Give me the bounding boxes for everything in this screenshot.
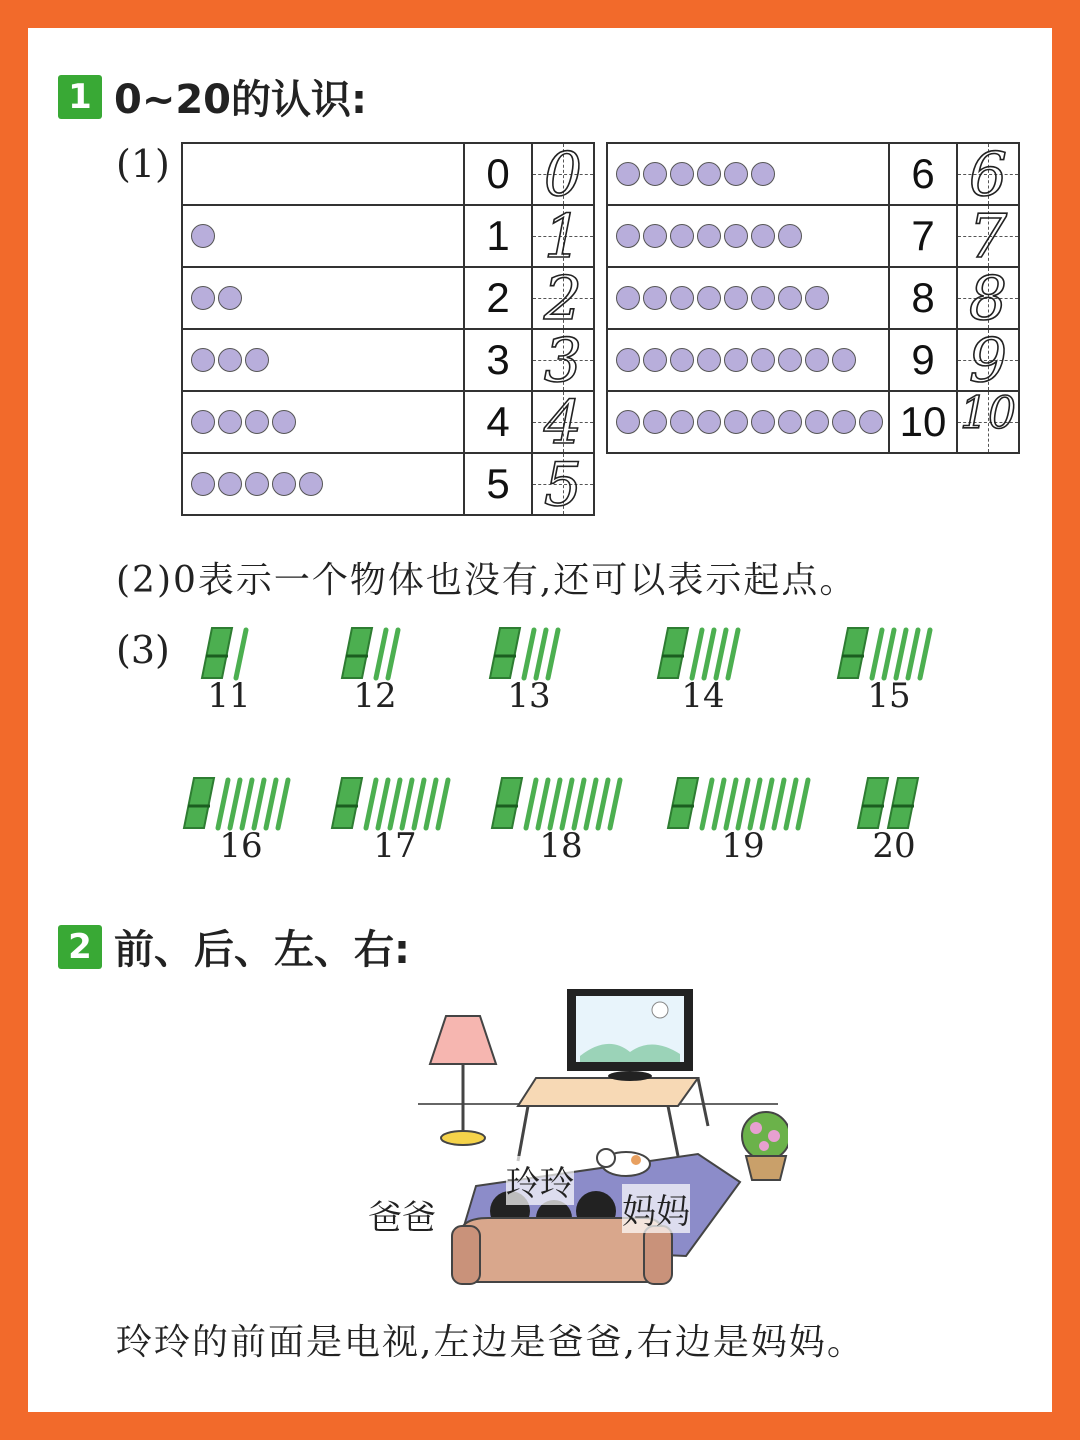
counter-dot bbox=[643, 286, 667, 310]
flower-pot-icon bbox=[742, 1112, 788, 1180]
single-stick bbox=[366, 780, 376, 828]
counter-dot bbox=[245, 348, 269, 372]
single-stick bbox=[550, 780, 560, 828]
single-stick bbox=[692, 630, 702, 678]
dot-count-cell bbox=[182, 391, 464, 453]
single-stick bbox=[750, 780, 760, 828]
single-stick bbox=[704, 630, 714, 678]
single-stick bbox=[236, 630, 246, 678]
number-row bbox=[182, 143, 594, 205]
counter-dot bbox=[218, 286, 242, 310]
single-stick bbox=[714, 780, 724, 828]
single-stick bbox=[376, 630, 386, 678]
single-stick bbox=[230, 780, 240, 828]
ten-stick-bundle bbox=[184, 778, 214, 828]
tracing-cell bbox=[532, 326, 594, 396]
single-stick bbox=[774, 780, 784, 828]
counter-dot bbox=[643, 162, 667, 186]
tracing-digit: 0 bbox=[543, 140, 583, 210]
number-table-left bbox=[181, 140, 595, 520]
tracing-cell bbox=[532, 140, 594, 210]
stick-bundle bbox=[664, 776, 822, 866]
tracing-digit: 6 bbox=[968, 140, 1008, 210]
counter-dot bbox=[724, 224, 748, 248]
stick-bundle bbox=[328, 776, 462, 866]
tracing-cell bbox=[957, 388, 1019, 453]
counter-dot bbox=[191, 224, 215, 248]
single-stick bbox=[574, 780, 584, 828]
single-stick bbox=[586, 780, 596, 828]
bundle-number-label: 13 bbox=[507, 676, 551, 716]
counter-dot bbox=[643, 348, 667, 372]
sticks-icon bbox=[338, 626, 412, 682]
bundle-number-label: 15 bbox=[867, 676, 911, 716]
counter-dot bbox=[751, 162, 775, 186]
single-stick bbox=[414, 780, 424, 828]
single-stick bbox=[728, 630, 738, 678]
sticks-icon bbox=[664, 776, 822, 832]
ten-stick-bundle bbox=[858, 778, 888, 828]
single-stick bbox=[390, 780, 400, 828]
number-row bbox=[607, 205, 1019, 267]
single-stick bbox=[402, 780, 412, 828]
bundle-number-label: 12 bbox=[353, 676, 397, 716]
part-3-label: (3) bbox=[116, 628, 170, 672]
counter-dot bbox=[245, 472, 269, 496]
tracing-digit: 7 bbox=[968, 202, 1008, 272]
counter-dot bbox=[670, 410, 694, 434]
stick-bundle bbox=[180, 776, 302, 866]
tracing-cell bbox=[532, 450, 594, 520]
lamp-icon bbox=[430, 1016, 496, 1145]
number-row bbox=[607, 391, 1019, 453]
counter-dot bbox=[616, 410, 640, 434]
section-1-header bbox=[58, 68, 367, 125]
sticks-icon bbox=[854, 776, 934, 832]
stick-bundle bbox=[338, 626, 412, 716]
worksheet-page bbox=[28, 28, 1052, 1412]
counter-dot bbox=[751, 348, 775, 372]
counter-dot bbox=[272, 410, 296, 434]
counter-dot bbox=[643, 410, 667, 434]
counter-dot bbox=[697, 410, 721, 434]
counter-dot bbox=[616, 286, 640, 310]
number-cell: 1 bbox=[464, 205, 532, 267]
single-stick bbox=[610, 780, 620, 828]
number-row bbox=[182, 453, 594, 515]
counter-dot bbox=[191, 348, 215, 372]
tracing-cell bbox=[957, 326, 1019, 396]
tracing-cell bbox=[532, 202, 594, 272]
number-cell: 2 bbox=[464, 267, 532, 329]
tracing-cell bbox=[532, 264, 594, 334]
tracing-cell bbox=[532, 388, 594, 458]
ten-stick-bundle bbox=[342, 628, 372, 678]
counter-dot bbox=[191, 410, 215, 434]
ten-stick-bundle bbox=[838, 628, 868, 678]
tracing-digit: 10 bbox=[960, 388, 1016, 439]
sticks-icon bbox=[198, 626, 260, 682]
number-cell: 7 bbox=[889, 205, 957, 267]
number-row bbox=[607, 329, 1019, 391]
counter-dot bbox=[191, 472, 215, 496]
sticks-icon bbox=[180, 776, 302, 832]
counter-dot bbox=[778, 224, 802, 248]
number-row bbox=[607, 143, 1019, 205]
counter-dot bbox=[724, 162, 748, 186]
dot-count-cell bbox=[182, 329, 464, 391]
sticks-icon bbox=[834, 626, 944, 682]
counter-dot bbox=[805, 286, 829, 310]
counter-dot bbox=[778, 286, 802, 310]
counter-dot bbox=[751, 224, 775, 248]
counter-dot bbox=[191, 286, 215, 310]
tracing-cell bbox=[957, 140, 1019, 210]
counter-dot bbox=[724, 348, 748, 372]
single-stick bbox=[562, 780, 572, 828]
single-stick bbox=[278, 780, 288, 828]
dot-count-cell bbox=[607, 143, 889, 205]
position-conclusion-text: 玲玲的前面是电视,左边是爸爸,右边是妈妈。 bbox=[116, 1322, 865, 1363]
counter-dot bbox=[697, 286, 721, 310]
single-stick bbox=[896, 630, 906, 678]
ten-stick-bundle bbox=[888, 778, 918, 828]
dot-count-cell bbox=[182, 143, 464, 205]
dot-count-cell bbox=[182, 453, 464, 515]
counter-dot bbox=[832, 410, 856, 434]
number-cell: 3 bbox=[464, 329, 532, 391]
sticks-icon bbox=[328, 776, 462, 832]
counter-dot bbox=[616, 224, 640, 248]
bundle-number-label: 16 bbox=[219, 826, 263, 866]
single-stick bbox=[738, 780, 748, 828]
counter-dot bbox=[697, 348, 721, 372]
bundle-number-label: 18 bbox=[539, 826, 583, 866]
number-cell: 6 bbox=[889, 143, 957, 205]
section-number-badge: 1 bbox=[58, 75, 102, 119]
counter-dot bbox=[245, 410, 269, 434]
counter-dot bbox=[299, 472, 323, 496]
single-stick bbox=[242, 780, 252, 828]
dot-count-cell bbox=[182, 267, 464, 329]
counter-dot bbox=[805, 348, 829, 372]
counter-dot bbox=[805, 410, 829, 434]
single-stick bbox=[524, 630, 534, 678]
bundle-number-label: 14 bbox=[681, 676, 725, 716]
ten-stick-bundle bbox=[658, 628, 688, 678]
number-row bbox=[182, 391, 594, 453]
number-cell: 8 bbox=[889, 267, 957, 329]
single-stick bbox=[388, 630, 398, 678]
single-stick bbox=[908, 630, 918, 678]
number-row bbox=[607, 267, 1019, 329]
single-stick bbox=[266, 780, 276, 828]
number-cell: 4 bbox=[464, 391, 532, 453]
dad-label: 爸爸 bbox=[368, 1190, 436, 1239]
stick-bundle bbox=[488, 776, 634, 866]
section-2-header bbox=[58, 918, 410, 975]
section-number-badge: 2 bbox=[58, 925, 102, 969]
mom-label: 妈妈 bbox=[622, 1184, 690, 1233]
single-stick bbox=[538, 780, 548, 828]
tracing-digit: 8 bbox=[968, 264, 1008, 334]
dot-count-cell bbox=[607, 205, 889, 267]
bundle-number-label: 11 bbox=[207, 676, 251, 716]
counter-dot bbox=[272, 472, 296, 496]
tracing-cell bbox=[957, 264, 1019, 334]
tracing-digit: 4 bbox=[543, 388, 583, 458]
single-stick bbox=[872, 630, 882, 678]
ten-stick-bundle bbox=[202, 628, 232, 678]
counter-dot bbox=[218, 348, 242, 372]
section-title: 前、后、左、右: bbox=[114, 927, 410, 973]
number-row bbox=[182, 329, 594, 391]
counter-dot bbox=[724, 286, 748, 310]
single-stick bbox=[526, 780, 536, 828]
single-stick bbox=[438, 780, 448, 828]
single-stick bbox=[726, 780, 736, 828]
bundle-number-label: 20 bbox=[872, 826, 916, 866]
counter-dot bbox=[616, 348, 640, 372]
single-stick bbox=[786, 780, 796, 828]
single-stick bbox=[254, 780, 264, 828]
dot-count-cell bbox=[607, 329, 889, 391]
ten-stick-bundle bbox=[490, 628, 520, 678]
counter-dot bbox=[697, 162, 721, 186]
scene-drawing bbox=[368, 986, 788, 1286]
number-row bbox=[182, 267, 594, 329]
linling-label: 玲玲 bbox=[506, 1156, 574, 1205]
dot-count-cell bbox=[182, 205, 464, 267]
zero-meaning-text: (2)0表示一个物体也没有,还可以表示起点。 bbox=[116, 560, 858, 601]
single-stick bbox=[716, 630, 726, 678]
single-stick bbox=[920, 630, 930, 678]
bundle-number-label: 17 bbox=[373, 826, 417, 866]
tv-table-icon bbox=[518, 1078, 708, 1161]
sticks-icon bbox=[486, 626, 572, 682]
number-cell: 9 bbox=[889, 329, 957, 391]
single-stick bbox=[598, 780, 608, 828]
tracing-digit: 3 bbox=[543, 326, 583, 396]
single-stick bbox=[426, 780, 436, 828]
number-row bbox=[182, 205, 594, 267]
counter-dot bbox=[751, 286, 775, 310]
counter-dot bbox=[778, 410, 802, 434]
ten-stick-bundle bbox=[668, 778, 698, 828]
sticks-icon bbox=[654, 626, 752, 682]
counter-dot bbox=[751, 410, 775, 434]
living-room-illustration bbox=[368, 986, 788, 1286]
single-stick bbox=[218, 780, 228, 828]
counter-dot bbox=[670, 224, 694, 248]
number-cell: 10 bbox=[889, 391, 957, 453]
stick-bundle bbox=[834, 626, 944, 716]
counter-dot bbox=[778, 348, 802, 372]
counter-dot bbox=[670, 348, 694, 372]
dot-count-cell bbox=[607, 267, 889, 329]
tracing-digit: 9 bbox=[968, 326, 1008, 396]
single-stick bbox=[378, 780, 388, 828]
stick-bundle bbox=[486, 626, 572, 716]
section-title: 0~20的认识: bbox=[114, 77, 368, 123]
part-1-label: (1) bbox=[116, 142, 170, 186]
counter-dot bbox=[670, 286, 694, 310]
stick-bundle bbox=[654, 626, 752, 716]
counter-dot bbox=[218, 472, 242, 496]
counter-dot bbox=[697, 224, 721, 248]
ten-stick-bundle bbox=[492, 778, 522, 828]
counter-dot bbox=[724, 410, 748, 434]
single-stick bbox=[762, 780, 772, 828]
number-cell: 5 bbox=[464, 453, 532, 515]
single-stick bbox=[702, 780, 712, 828]
number-cell: 0 bbox=[464, 143, 532, 205]
stick-bundle bbox=[854, 776, 934, 866]
bundle-number-label: 19 bbox=[721, 826, 765, 866]
single-stick bbox=[536, 630, 546, 678]
counter-dot bbox=[670, 162, 694, 186]
single-stick bbox=[884, 630, 894, 678]
tracing-digit: 1 bbox=[543, 202, 583, 272]
counter-dot bbox=[218, 410, 242, 434]
single-stick bbox=[548, 630, 558, 678]
tracing-digit: 5 bbox=[543, 450, 583, 520]
number-table-right bbox=[606, 142, 1020, 454]
sticks-icon bbox=[488, 776, 634, 832]
tv-icon bbox=[568, 990, 692, 1081]
ten-stick-bundle bbox=[332, 778, 362, 828]
counter-dot bbox=[832, 348, 856, 372]
counter-dot bbox=[616, 162, 640, 186]
single-stick bbox=[798, 780, 808, 828]
stick-bundle bbox=[198, 626, 260, 716]
tracing-digit: 2 bbox=[543, 264, 583, 334]
counter-dot bbox=[859, 410, 883, 434]
counter-dot bbox=[643, 224, 667, 248]
dot-count-cell bbox=[607, 391, 889, 453]
tracing-cell bbox=[957, 202, 1019, 272]
